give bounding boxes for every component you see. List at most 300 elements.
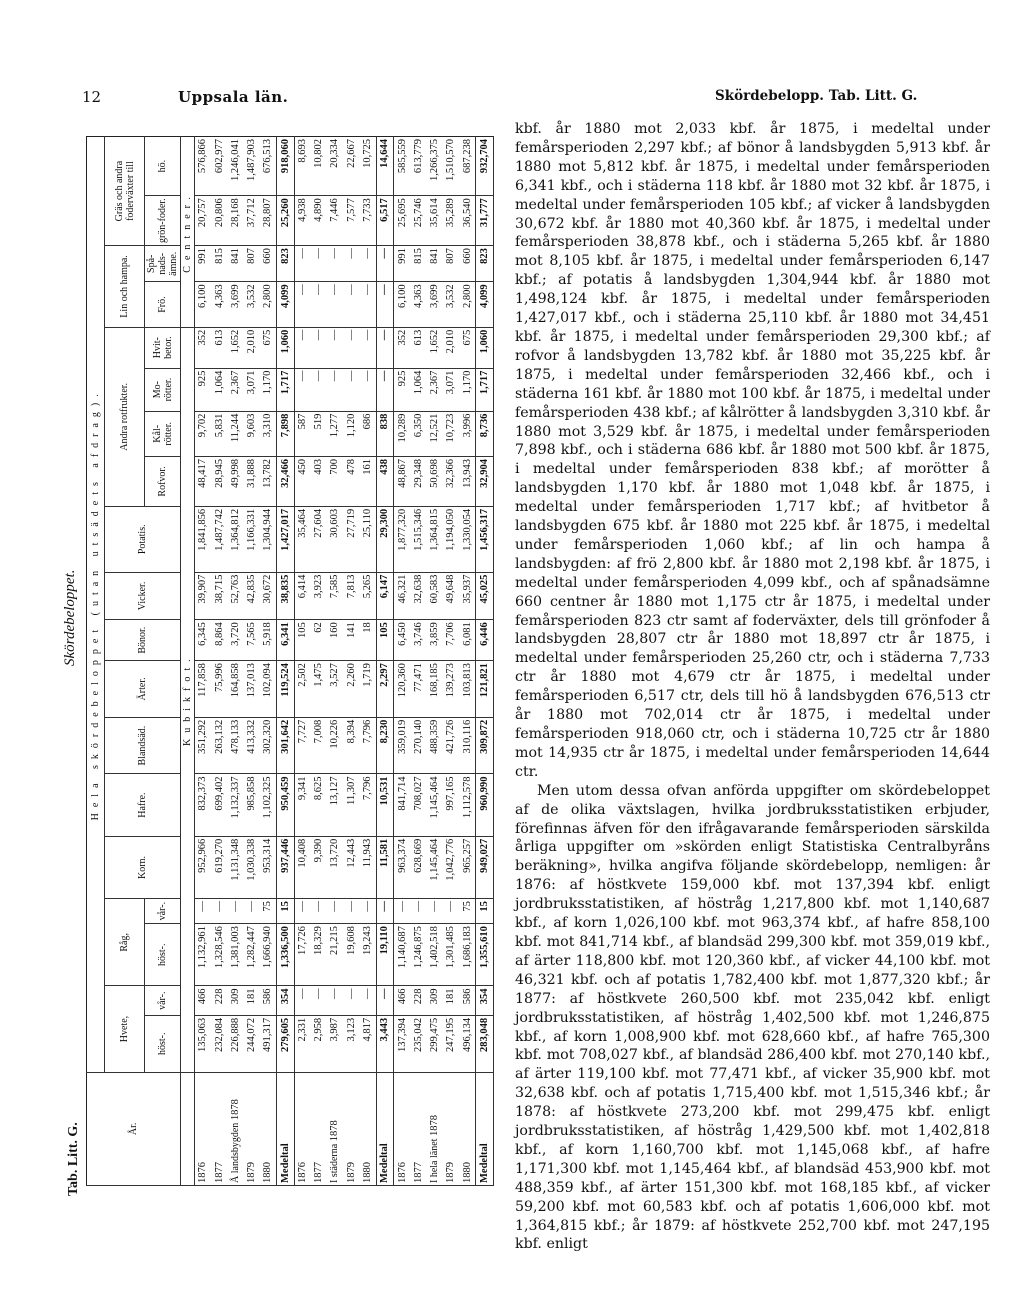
cell: 4,890 <box>311 196 327 246</box>
cell: 28,945 <box>211 456 227 506</box>
col-gras: Gräs och andra foderväxter till <box>105 137 145 246</box>
cell: 1,841,856 <box>195 506 212 572</box>
cell: 2,367 <box>427 368 443 411</box>
cell: 35,464 <box>294 506 311 572</box>
cell: 7,008 <box>311 717 327 774</box>
row-year: 1879 <box>343 1072 359 1185</box>
cell: 1,145,464 <box>427 774 443 836</box>
cell: 244,072 <box>244 1015 260 1072</box>
cell: 10,723 <box>443 411 459 456</box>
cell: 815 <box>411 246 427 282</box>
cell: 3,123 <box>343 1015 359 1072</box>
cell: 676,513 <box>260 137 277 196</box>
cell: 1,364,815 <box>427 506 443 572</box>
cell: 991 <box>195 246 212 282</box>
col-lin: Lin och hampa. <box>105 246 145 328</box>
cell: 39,907 <box>195 572 212 620</box>
running-head-right: Skördebelopp. Tab. Litt. G. <box>715 88 918 104</box>
cell: 519 <box>311 411 327 456</box>
medeltal-cell: 32,904 <box>476 456 494 506</box>
group-label: I hela länet <box>429 1138 441 1183</box>
medeltal-cell: 29,300 <box>376 506 394 572</box>
medeltal-cell: 2,297 <box>376 661 394 718</box>
cell: 686 <box>359 411 376 456</box>
cell: 466 <box>195 986 212 1015</box>
cell: 1,301,485 <box>443 924 459 986</box>
cell: 48,417 <box>195 456 212 506</box>
medeltal-cell: 7,898 <box>277 411 295 456</box>
cell: 586 <box>260 986 277 1015</box>
cell: — <box>294 986 311 1015</box>
harvest-table <box>86 136 494 1186</box>
cell: 3,746 <box>411 620 427 661</box>
group-label: Å landsbygden <box>229 1122 241 1183</box>
cell: 841 <box>427 246 443 282</box>
medeltal-cell: 1,717 <box>277 368 295 411</box>
cell: 1,515,346 <box>411 506 427 572</box>
cell: 31,888 <box>244 456 260 506</box>
cell: — <box>359 246 376 282</box>
cell: 13,127 <box>327 774 343 836</box>
table-row <box>394 137 411 1186</box>
medeltal-cell: 6,446 <box>476 620 494 661</box>
row-year: 1880 <box>359 1072 376 1185</box>
table-row <box>343 137 359 1186</box>
cell: 1,030,338 <box>244 836 260 898</box>
cell: 3,699 <box>427 282 443 327</box>
cell: 1,120 <box>343 411 359 456</box>
cell: 413,332 <box>244 717 260 774</box>
cell: 4,363 <box>211 282 227 327</box>
cell: 263,132 <box>211 717 227 774</box>
medeltal-cell: — <box>376 899 394 924</box>
cell: 3,071 <box>443 368 459 411</box>
cell: 4,363 <box>411 282 427 327</box>
medeltal-label: Medeltal <box>376 1072 394 1185</box>
cell: 619,270 <box>211 836 227 898</box>
cell: 49,998 <box>227 456 243 506</box>
cell: 6,081 <box>459 620 476 661</box>
medeltal-cell: 1,060 <box>277 327 295 368</box>
cell: 7,446 <box>327 196 343 246</box>
cell: 807 <box>443 246 459 282</box>
medeltal-cell: 918,060 <box>277 137 295 196</box>
table-row <box>359 137 376 1186</box>
cell: 675 <box>459 327 476 368</box>
cell: — <box>244 899 260 924</box>
cell: 3,923 <box>311 572 327 620</box>
cell: 10,289 <box>394 411 411 456</box>
cell: 1,170 <box>459 368 476 411</box>
cell: 1,277 <box>327 411 343 456</box>
cell: 8,864 <box>211 620 227 661</box>
cell: 30,603 <box>327 506 343 572</box>
cell: 35,614 <box>427 196 443 246</box>
col-hvete-host: höst-. <box>145 1015 181 1072</box>
cell: 160 <box>327 620 343 661</box>
medeltal-cell: 279,605 <box>277 1015 295 1072</box>
cell: 75 <box>459 899 476 924</box>
cell: 3,987 <box>327 1015 343 1072</box>
medeltal-cell: 283,048 <box>476 1015 494 1072</box>
medeltal-cell: 45,025 <box>476 572 494 620</box>
col-bonor: Bönor. <box>105 620 181 661</box>
cell: 2,800 <box>459 282 476 327</box>
cell: 11,943 <box>359 836 376 898</box>
medeltal-cell: — <box>376 246 394 282</box>
cell: 137,394 <box>394 1015 411 1072</box>
table-row <box>211 137 227 1186</box>
cell: — <box>343 246 359 282</box>
cell: 35,289 <box>443 196 459 246</box>
medeltal-cell: 38,835 <box>277 572 295 620</box>
col-rag-host: höst-. <box>145 924 181 986</box>
cell: — <box>195 899 212 924</box>
cell: 20,806 <box>211 196 227 246</box>
medeltal-cell: 301,642 <box>277 717 295 774</box>
cell: 135,063 <box>195 1015 212 1072</box>
cell: 2,331 <box>294 1015 311 1072</box>
cell: 35,937 <box>459 572 476 620</box>
row-year: 1879 <box>244 1072 260 1185</box>
cell: 952,966 <box>195 836 212 898</box>
cell: 3,310 <box>260 411 277 456</box>
row-year <box>227 1072 243 1185</box>
medeltal-cell: 3,443 <box>376 1015 394 1072</box>
cell: 1,064 <box>411 368 427 411</box>
cell: 27,719 <box>343 506 359 572</box>
cell: 11,307 <box>343 774 359 836</box>
sub-banner-kubikfot: Kubikfot. <box>181 327 195 1072</box>
cell: — <box>359 282 376 327</box>
cell: 496,134 <box>459 1015 476 1072</box>
medeltal-cell: 19,110 <box>376 924 394 986</box>
cell: 226,888 <box>227 1015 243 1072</box>
table-row <box>260 137 277 1186</box>
col-gronfoder: grön-foder. <box>145 196 181 246</box>
medeltal-cell: 4,099 <box>277 282 295 327</box>
running-head-left: Uppsala län. <box>178 88 289 106</box>
cell: 228 <box>411 986 427 1015</box>
medeltal-cell: 354 <box>277 986 295 1015</box>
cell: 11,244 <box>227 411 243 456</box>
cell: 105 <box>294 620 311 661</box>
cell: 488,359 <box>427 717 443 774</box>
col-year: År. <box>87 1072 181 1185</box>
cell: 141 <box>343 620 359 661</box>
cell: 6,414 <box>294 572 311 620</box>
cell: 351,292 <box>195 717 212 774</box>
cell: 660 <box>459 246 476 282</box>
cell: 7,733 <box>359 196 376 246</box>
cell: 299,475 <box>427 1015 443 1072</box>
cell: — <box>294 327 311 368</box>
cell: 29,348 <box>411 456 427 506</box>
cell: 8,693 <box>294 137 311 196</box>
cell: 9,390 <box>311 836 327 898</box>
cell: 52,763 <box>227 572 243 620</box>
cell: 30,672 <box>260 572 277 620</box>
cell: 1,402,518 <box>427 924 443 986</box>
cell: 19,243 <box>359 924 376 986</box>
row-year: 1877 <box>411 1072 427 1185</box>
cell: 2,958 <box>311 1015 327 1072</box>
cell: 585,559 <box>394 137 411 196</box>
cell: 28,168 <box>227 196 243 246</box>
col-spanad: Spå-nads-ämne. <box>145 246 181 282</box>
medeltal-cell: 1,060 <box>476 327 494 368</box>
col-rag-var: vår-. <box>145 899 181 924</box>
cell: 421,726 <box>443 717 459 774</box>
cell: 18,329 <box>311 924 327 986</box>
cell: — <box>294 246 311 282</box>
medeltal-cell: 25,260 <box>277 196 295 246</box>
medeltal-cell: — <box>376 368 394 411</box>
table-row <box>443 137 459 1186</box>
cell: 991 <box>394 246 411 282</box>
group-label: I städerna <box>329 1143 341 1183</box>
cell: 7,706 <box>443 620 459 661</box>
cell: 17,726 <box>294 924 311 986</box>
cell: — <box>327 986 343 1015</box>
cell: 309 <box>227 986 243 1015</box>
cell: — <box>427 899 443 924</box>
cell: 841 <box>227 246 243 282</box>
cell: 403 <box>311 456 327 506</box>
table-row <box>459 137 476 1186</box>
medeltal-cell: 1,336,500 <box>277 924 295 986</box>
cell: 700 <box>327 456 343 506</box>
cell: — <box>311 282 327 327</box>
cell: 168,185 <box>427 661 443 718</box>
cell: — <box>343 282 359 327</box>
medeltal-cell: 1,427,017 <box>277 506 295 572</box>
cell: 309 <box>427 986 443 1015</box>
cell: 1,140,687 <box>394 924 411 986</box>
cell: 3,859 <box>427 620 443 661</box>
row-year: 1876 <box>394 1072 411 1185</box>
cell: 6,100 <box>394 282 411 327</box>
cell: — <box>359 368 376 411</box>
medeltal-cell: 823 <box>476 246 494 282</box>
cell: 181 <box>443 986 459 1015</box>
row-year: 1880 <box>260 1072 277 1185</box>
cell: 1,064 <box>211 368 227 411</box>
cell: 3,532 <box>244 282 260 327</box>
medeltal-label: Medeltal <box>476 1072 494 1185</box>
cell: 1,132,337 <box>227 774 243 836</box>
cell: 36,540 <box>459 196 476 246</box>
medeltal-cell: 838 <box>376 411 394 456</box>
cell: 161 <box>359 456 376 506</box>
cell: 20,334 <box>327 137 343 196</box>
cell: — <box>443 899 459 924</box>
cell: 708,027 <box>411 774 427 836</box>
cell: 687,238 <box>459 137 476 196</box>
cell: 807 <box>244 246 260 282</box>
cell: 32,638 <box>411 572 427 620</box>
cell: 5,918 <box>260 620 277 661</box>
medeltal-cell: 6,341 <box>277 620 295 661</box>
col-ho: hö. <box>145 137 181 196</box>
cell: 4,817 <box>359 1015 376 1072</box>
cell: 8,625 <box>311 774 327 836</box>
cell: 352 <box>195 327 212 368</box>
row-year <box>327 1072 343 1185</box>
cell: 137,013 <box>244 661 260 718</box>
medeltal-label: Medeltal <box>277 1072 295 1185</box>
cell: 613 <box>411 327 427 368</box>
cell: 5,831 <box>211 411 227 456</box>
medeltal-cell: 950,459 <box>277 774 295 836</box>
cell: 7,796 <box>359 774 376 836</box>
cell: — <box>311 368 327 411</box>
cell: 491,317 <box>260 1015 277 1072</box>
cell: 5,265 <box>359 572 376 620</box>
cell: 613 <box>211 327 227 368</box>
cell: 10,408 <box>294 836 311 898</box>
medeltal-row <box>476 137 494 1186</box>
cell: 3,699 <box>227 282 243 327</box>
cell: 102,094 <box>260 661 277 718</box>
cell: 7,577 <box>343 196 359 246</box>
cell: 613,779 <box>411 137 427 196</box>
row-year: 1876 <box>195 1072 212 1185</box>
cell: — <box>394 899 411 924</box>
cell: 1,194,050 <box>443 506 459 572</box>
cell: 49,648 <box>443 572 459 620</box>
table-title: Skördebeloppet. <box>62 569 78 666</box>
cell: 37,712 <box>244 196 260 246</box>
cell: — <box>294 368 311 411</box>
cell: 1,475 <box>311 661 327 718</box>
col-hafre: Hafre. <box>105 774 181 836</box>
cell: — <box>311 899 327 924</box>
row-year <box>427 1072 443 1185</box>
cell: 1,170 <box>260 368 277 411</box>
cell: — <box>411 899 427 924</box>
cell: 1,510,570 <box>443 137 459 196</box>
cell: 3,527 <box>327 661 343 718</box>
cell: 18 <box>359 620 376 661</box>
cell: 2,010 <box>244 327 260 368</box>
cell: 815 <box>211 246 227 282</box>
cell: 478,133 <box>227 717 243 774</box>
cell: 270,140 <box>411 717 427 774</box>
cell: 832,373 <box>195 774 212 836</box>
cell: 3,996 <box>459 411 476 456</box>
cell: 32,366 <box>443 456 459 506</box>
cell: 953,314 <box>260 836 277 898</box>
cell: 22,667 <box>343 137 359 196</box>
cell: 586 <box>459 986 476 1015</box>
medeltal-cell: 354 <box>476 986 494 1015</box>
table-tab-label: Tab. Litt. G. <box>66 1122 81 1196</box>
medeltal-cell: 438 <box>376 456 394 506</box>
cell: 46,321 <box>394 572 411 620</box>
medeltal-cell: 932,704 <box>476 137 494 196</box>
cell: 42,835 <box>244 572 260 620</box>
cell: 352 <box>394 327 411 368</box>
medeltal-cell: — <box>376 282 394 327</box>
table-body <box>195 137 494 1186</box>
cell: 27,604 <box>311 506 327 572</box>
cell: 9,702 <box>195 411 212 456</box>
medeltal-cell: 6,517 <box>376 196 394 246</box>
medeltal-cell: 1,355,610 <box>476 924 494 986</box>
cell: 675 <box>260 327 277 368</box>
cell: 7,727 <box>294 717 311 774</box>
cell: 310,116 <box>459 717 476 774</box>
table-row <box>427 137 443 1186</box>
medeltal-cell: 15 <box>277 899 295 924</box>
cell: 1,328,546 <box>211 924 227 986</box>
cell: 1,364,812 <box>227 506 243 572</box>
table-row <box>244 137 260 1186</box>
cell: 6,100 <box>195 282 212 327</box>
cell: 1,166,331 <box>244 506 260 572</box>
cell: 576,866 <box>195 137 212 196</box>
cell: 164,858 <box>227 661 243 718</box>
cell: 247,195 <box>443 1015 459 1072</box>
table-row <box>327 137 343 1186</box>
cell: 466 <box>394 986 411 1015</box>
medeltal-cell: 937,446 <box>277 836 295 898</box>
cell: 925 <box>394 368 411 411</box>
row-year: 1880 <box>459 1072 476 1185</box>
cell: 1,487,903 <box>244 137 260 196</box>
cell: 12,443 <box>343 836 359 898</box>
cell: 997,165 <box>443 774 459 836</box>
sub-banner-centner: Centner. <box>181 137 195 328</box>
cell: 60,583 <box>427 572 443 620</box>
cell: 21,215 <box>327 924 343 986</box>
cell: 38,715 <box>211 572 227 620</box>
cell: 3,071 <box>244 368 260 411</box>
cell: 8,394 <box>343 717 359 774</box>
paragraph-1: kbf. år 1880 mot 2,033 kbf. år 1875, i medeltal under femårsperioden 2,297 kbf.; af bönor å landsbygden 5,913 kbf. år 1880 mot 5,812 kbf. år 1875, i medeltal under femårsperioden 6,341 kbf., och i städerna 118 kbf. år 1880 mot 32 kbf. år 1875, i medeltal under femårsperioden 105 kbf.; af vicker å landsbygden 30,672 kbf. år 1880 mot 40,360 kbf. år 1875, i medeltal under femårsperioden 38,878 kbf., och i städerna 5,265 kbf. år 1880 mot 8,105 kbf. år 1875, i medeltal under femårsperioden 6,147 kbf.; af potatis å landsbygden 1,304,944 kbf. år 1880 mot 1,498,124 kbf. år 1875, i medeltal under femårsperioden 1,427,017 kbf., och i städerna 25,110 kbf. år 1880 mot 34,451 kbf. år 1875, i medeltal under femårsperioden 29,300 kbf.; af rofvor å landsbygden 13,782 kbf. år 1880 mot 35,225 kbf. år 1875, i medeltal under femårsperioden 32,466 kbf., och i städerna 161 kbf. år 1880 mot 100 kbf. år 1875, i medeltal under femårsperioden 438 kbf.; af kålrötter å landsbygden 3,310 kbf. år 1880 mot 3,529 kbf. år 1875, i medeltal under femårsperioden 7,898 kbf., och i städerna 686 kbf. år 1880 mot 500 kbf. år 1875, i medeltal under femårsperioden 838 kbf.; af morötter å landsbygden 1,170 kbf. år 1880 mot 1,048 kbf. år 1875, i medeltal under femårsperioden 1,717 kbf.; af hvitbetor å landsbygden 675 kbf. år 1880 mot 225 kbf. år 1875, i medeltal under femårsperioden 1,060 kbf.; af lin och hampa å landsbygden: af frö 2,800 kbf. år 1880 mot 2,198 kbf. år 1875, i medeltal under femårsperioden 4,099 kbf., och af spånadsämne 660 centner år 1880 mot 1,175 ctr år 1875, i medeltal under femårsperioden 823 ctr samt af foderväxter, dels till grönfoder å landsbygden 28,807 ctr år 1880 mot 18,897 ctr år 1875, i medeltal under femårsperioden 25,260 ctr, och i städerna 7,733 ctr år 1880 mot 4,679 ctr år 1875, i medeltal under femårsperioden 6,517 ctr, dels till hö å landsbygden 676,513 ctr år 1880 mot 702,014 ctr år 1875, i medeltal under femårsperioden 918,060 ctr, och i städerna 10,725 ctr år 1880 mot 14,935 ctr år 1875, i medeltal under femårsperioden 14,644 ctr. <box>515 121 990 780</box>
medeltal-cell: 31,777 <box>476 196 494 246</box>
cell: 1,877,320 <box>394 506 411 572</box>
medeltal-cell: 1,717 <box>476 368 494 411</box>
cell: 181 <box>244 986 260 1015</box>
medeltal-cell: 823 <box>277 246 295 282</box>
col-hvete: Hvete, <box>105 986 145 1072</box>
table-row <box>195 137 212 1186</box>
cell: 2,260 <box>343 661 359 718</box>
medeltal-cell: 960,990 <box>476 774 494 836</box>
medeltal-cell: 10,531 <box>376 774 394 836</box>
cell: — <box>311 246 327 282</box>
cell: 4,938 <box>294 196 311 246</box>
cell: 75,996 <box>211 661 227 718</box>
medeltal-cell: 1,456,317 <box>476 506 494 572</box>
col-kalrotter: Kål-rötter. <box>145 411 181 456</box>
cell: 3,720 <box>227 620 243 661</box>
cell: 120,360 <box>394 661 411 718</box>
cell: 1,282,447 <box>244 924 260 986</box>
cell: 963,374 <box>394 836 411 898</box>
cell: — <box>343 899 359 924</box>
medeltal-cell: 8,230 <box>376 717 394 774</box>
cell: 75 <box>260 899 277 924</box>
cell: 103,813 <box>459 661 476 718</box>
cell: 10,226 <box>327 717 343 774</box>
table-row <box>411 137 427 1186</box>
cell: 359,019 <box>394 717 411 774</box>
cell: — <box>327 899 343 924</box>
cell: 2,010 <box>443 327 459 368</box>
